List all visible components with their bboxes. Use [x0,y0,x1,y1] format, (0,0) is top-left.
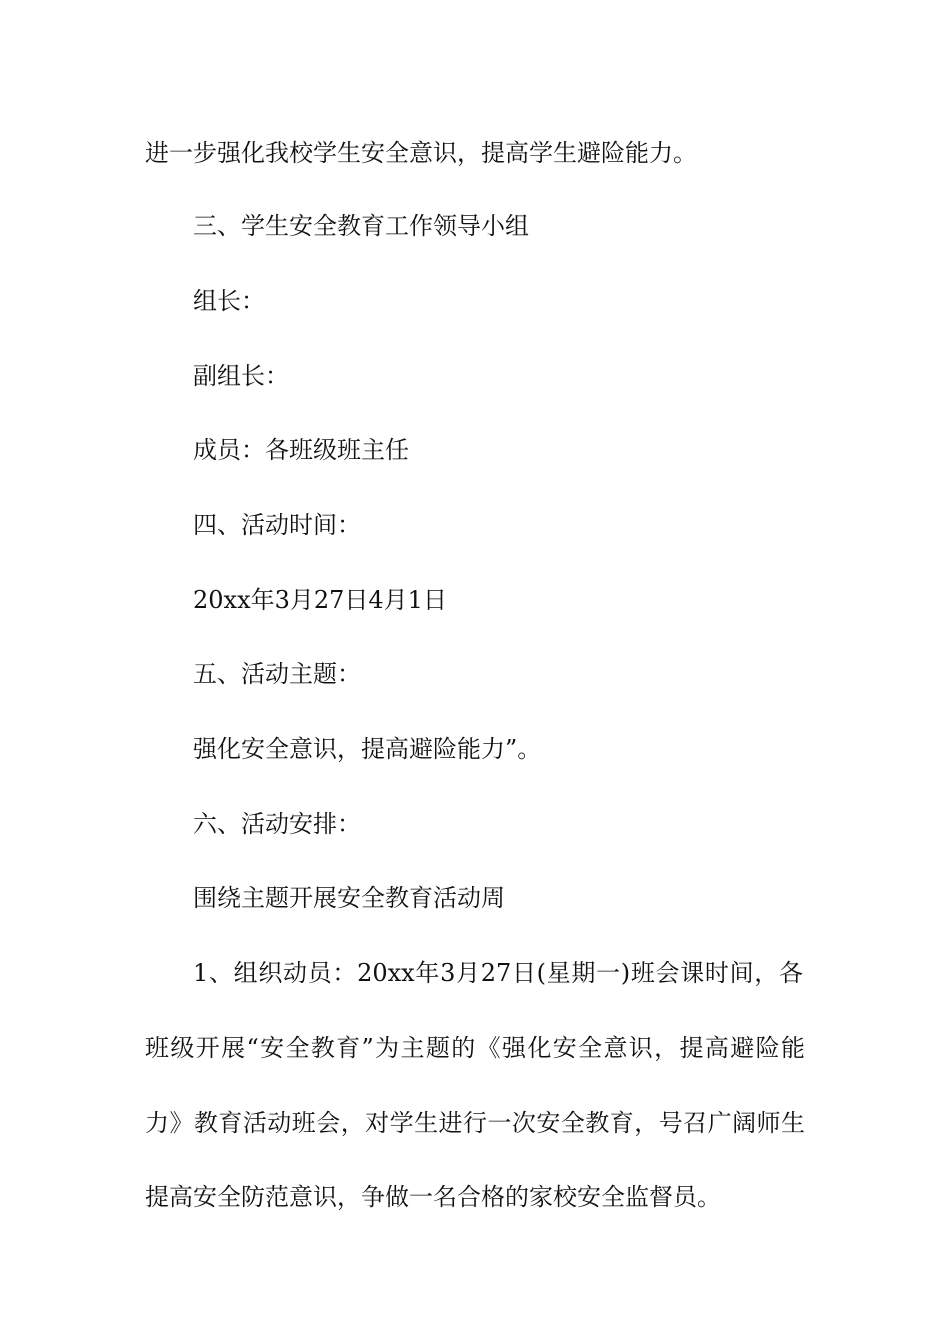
arrangement-item-1-line-1: 1、组织动员：20xx年3月27日(星期一)班会课时间，各 [193,959,803,987]
section-heading-activity-arrangement: 六、活动安排： [193,810,361,838]
paragraph-continuation: 进一步强化我校学生安全意识，提高学生避险能力。 [145,139,697,167]
activity-theme-text: 强化安全意识，提高避险能力”。 [193,735,542,763]
activity-time-text: 20xx年3月27日4月1日 [193,586,447,614]
section-heading-activity-theme: 五、活动主题： [193,660,361,688]
section-heading-leadership-group: 三、学生安全教育工作领导小组 [193,212,529,240]
arrangement-item-1-line-2: 班级开展“安全教育”为主题的《强化安全意识，提高避险能 [145,1034,805,1062]
deputy-group-leader-label: 副组长： [193,362,289,390]
activity-week-text: 围绕主题开展安全教育活动周 [193,884,505,912]
members-text: 成员：各班级班主任 [193,436,409,464]
arrangement-item-1-line-4: 提高安全防范意识，争做一名合格的家校安全监督员。 [145,1183,721,1211]
section-heading-activity-time: 四、活动时间： [193,511,361,539]
arrangement-item-1-line-3: 力》教育活动班会，对学生进行一次安全教育，号召广阔师生 [145,1109,805,1137]
group-leader-label: 组长： [193,287,265,315]
